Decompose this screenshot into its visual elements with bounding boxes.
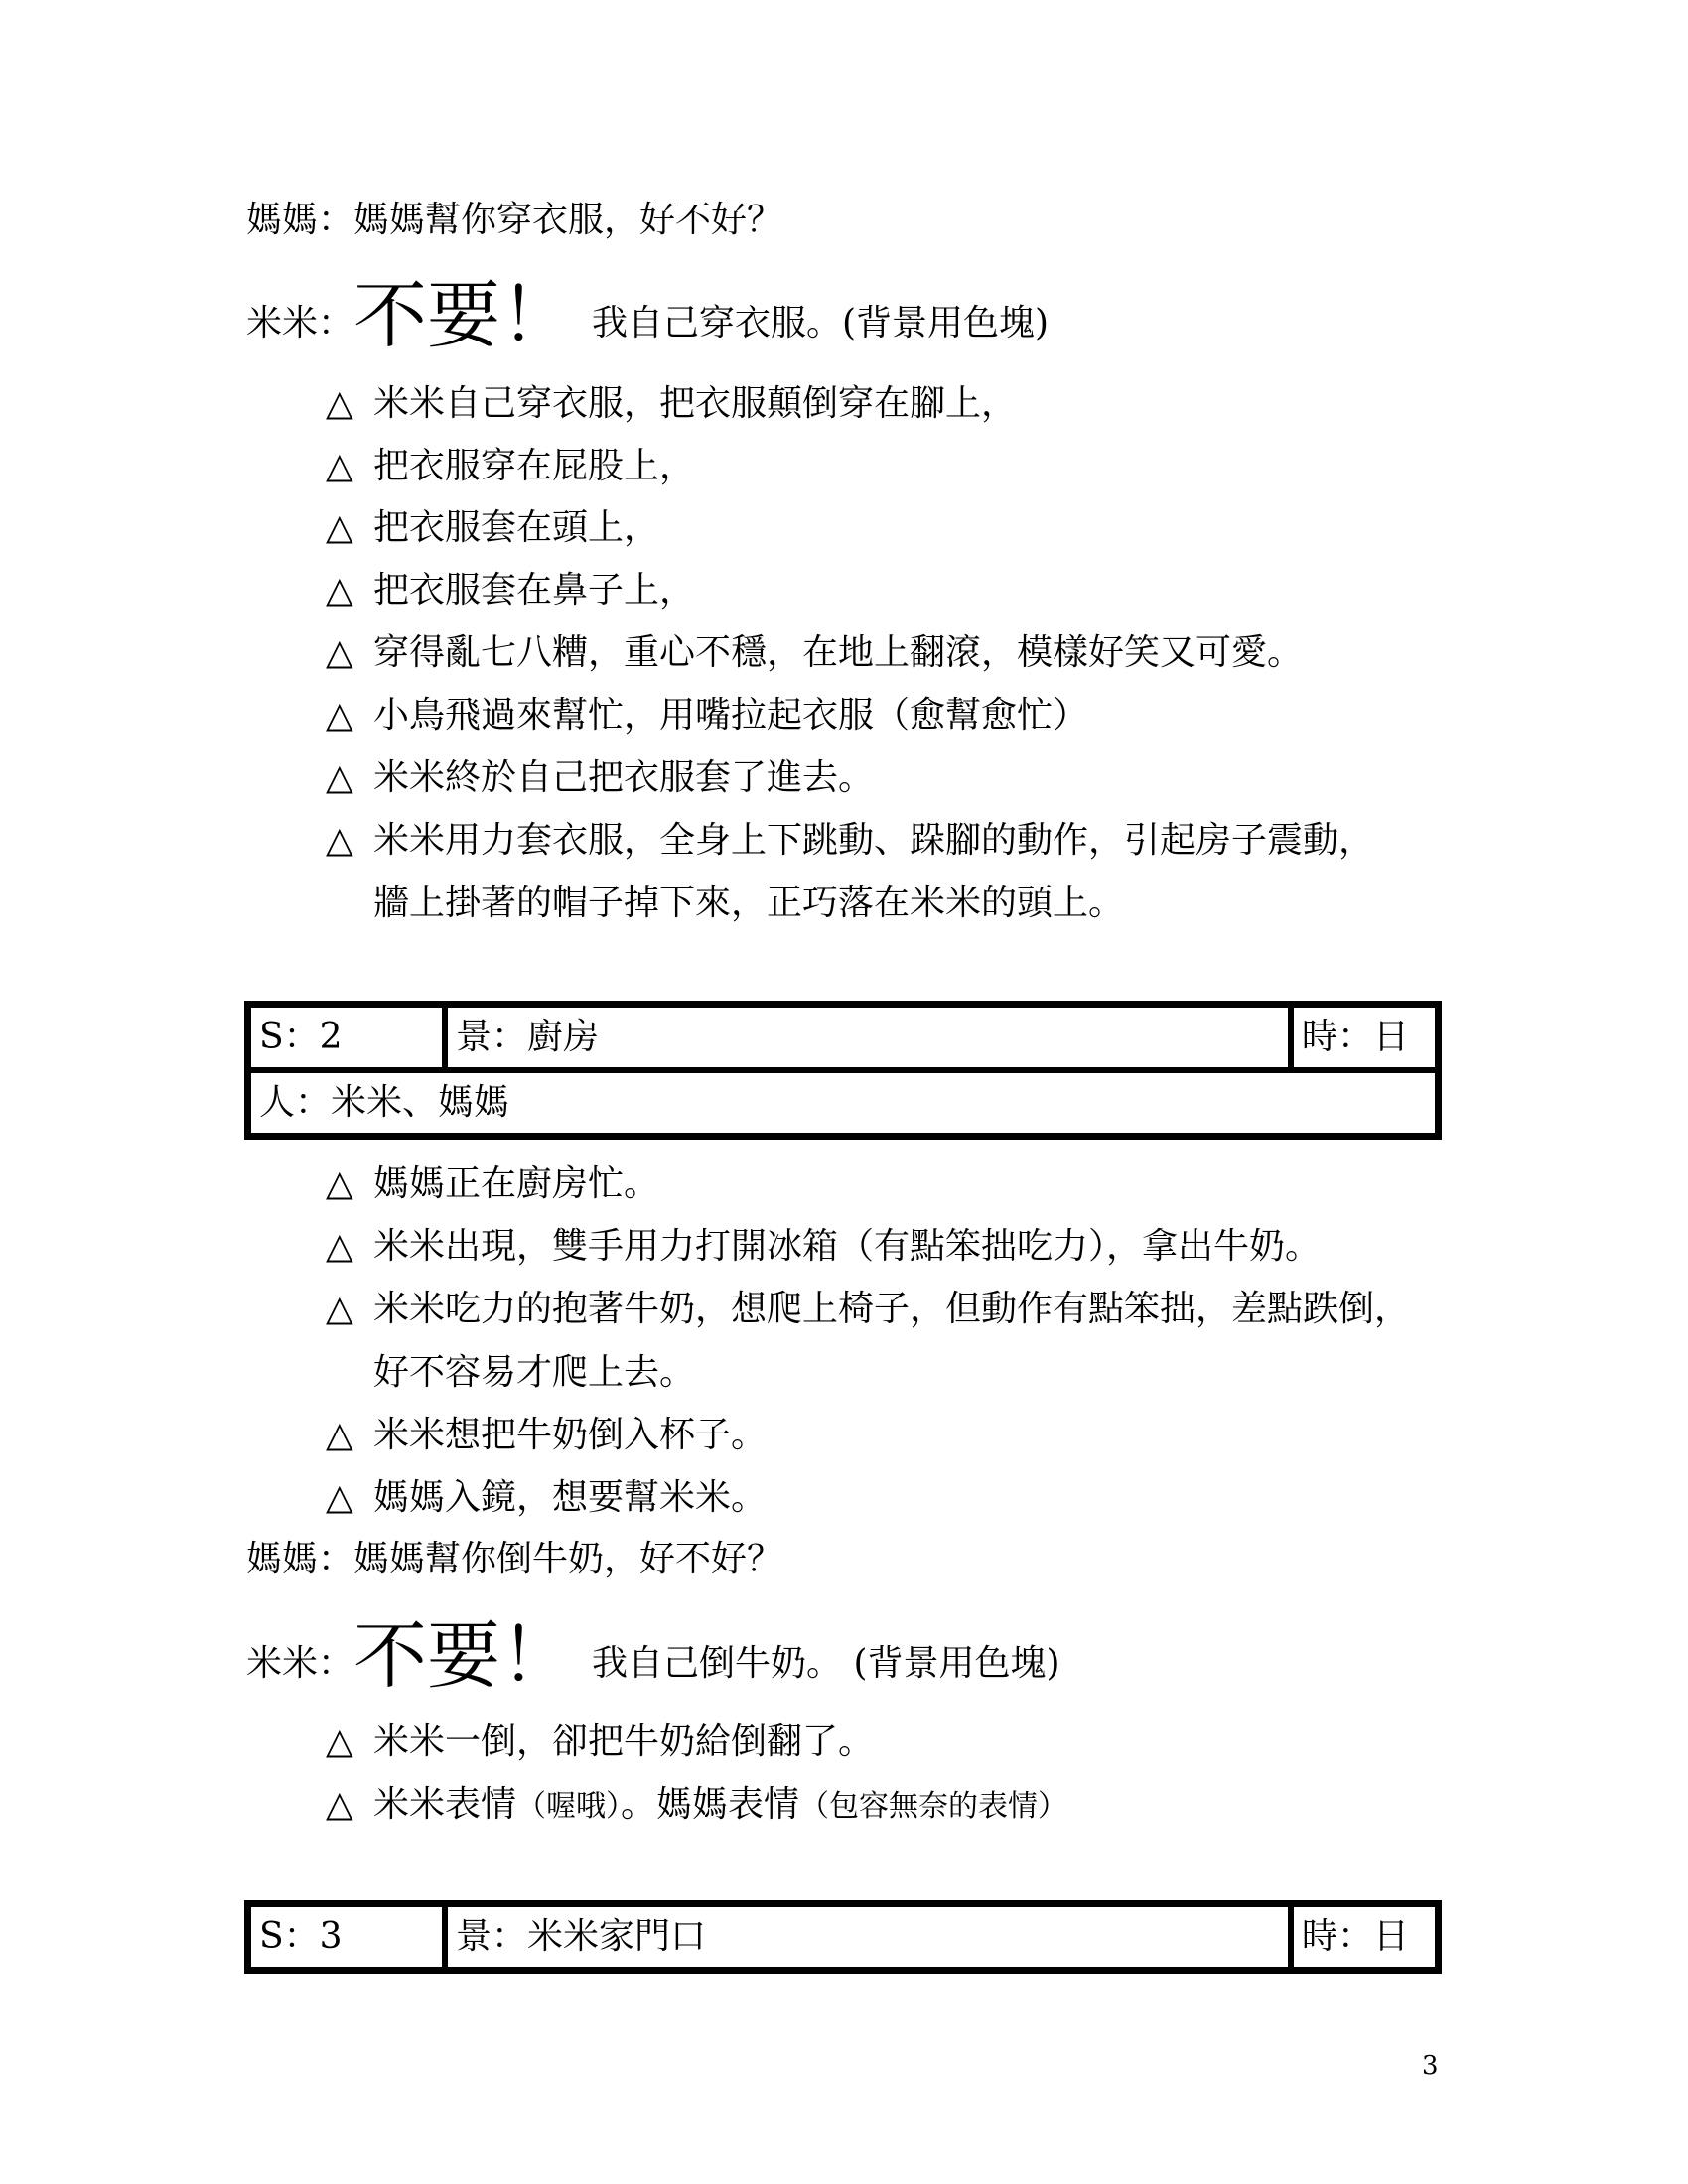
triangle-icon: △: [326, 1721, 353, 1762]
dialogue-line: [246, 273, 1050, 358]
expression-note: （喔哦）: [516, 1789, 622, 1824]
triangle-icon: △: [326, 1415, 353, 1455]
action-line: △ 小鳥飛過來幫忙，用嘴拉起衣服（愈幫愈忙）: [326, 692, 1088, 740]
dialogue-text: 我自己穿衣服。(背景用色塊): [592, 303, 1050, 343]
action-line: △ 把衣服套在鼻子上，: [326, 567, 695, 614]
action-line: △ 米米一倒，卻把牛奶給倒翻了。: [326, 1718, 874, 1766]
dialogue-text: 我自己倒牛奶。 (背景用色塊): [592, 1643, 1060, 1684]
action-line: △ 米米表情（喔哦）。媽媽表情（包容無奈的表情）: [326, 1781, 1067, 1831]
triangle-icon: △: [326, 1289, 353, 1329]
action-line: △ 米米出現，雙手用力打開冰箱（有點笨拙吃力），拿出牛奶。: [326, 1223, 1321, 1271]
action-line: △ 媽媽正在廚房忙。: [326, 1160, 659, 1208]
triangle-icon: △: [326, 820, 353, 861]
expression-note: （包容無奈的表情）: [799, 1789, 1068, 1824]
triangle-icon: △: [326, 695, 353, 736]
scene-header-table: [244, 1001, 1442, 1140]
page-number: 3: [1422, 2051, 1439, 2081]
action-line-continued: 牆上掛著的帽子掉下來，正巧落在米米的頭上。: [373, 883, 1125, 923]
action-line: △ 媽媽入鏡，想要幫米米。: [326, 1474, 767, 1522]
dialogue-line: [246, 1613, 1060, 1699]
scene-location: 景：米米家門口: [448, 1907, 1294, 1967]
action-line: △ 米米想把牛奶倒入杯子。: [326, 1412, 767, 1459]
speaker: 米米：: [246, 303, 354, 343]
action-line: △ 米米自己穿衣服，把衣服顛倒穿在腳上，: [326, 380, 1017, 428]
scene-time: 時：日: [1302, 1916, 1410, 1957]
scene-header-table: [244, 1900, 1442, 1974]
triangle-icon: △: [326, 1784, 353, 1825]
scene-characters: 人：米米、媽媽: [259, 1082, 510, 1123]
scene-time: 時：日: [1302, 1017, 1410, 1057]
emphasis-text: 不要！: [353, 273, 575, 358]
dialogue-line: 媽媽：媽媽幫你倒牛奶，好不好？: [246, 1539, 783, 1579]
triangle-icon: △: [326, 570, 353, 611]
speaker: 米米：: [246, 1643, 354, 1684]
triangle-icon: △: [326, 757, 353, 798]
action-line: △ 米米吃力的抱著牛奶，想爬上椅子，但動作有點笨拙，差點跌倒，: [326, 1286, 1410, 1333]
scene-number: S：3: [251, 1907, 448, 1967]
dialogue-line: 媽媽：媽媽幫你穿衣服，好不好？: [246, 200, 783, 240]
action-line: △ 穿得亂七八糟，重心不穩，在地上翻滾，模樣好笑又可愛。: [326, 629, 1303, 677]
triangle-icon: △: [326, 1226, 353, 1267]
triangle-icon: △: [326, 632, 353, 673]
action-line: △ 把衣服穿在屁股上，: [326, 443, 695, 490]
action-line-continued: 好不容易才爬上去。: [373, 1352, 696, 1393]
scene-number: S：2: [251, 1008, 448, 1067]
scene-row: [251, 1907, 1435, 1967]
scene-location: 景：廚房: [448, 1008, 1294, 1067]
action-line: △ 米米終於自己把衣服套了進去。: [326, 754, 874, 802]
triangle-icon: △: [326, 507, 353, 548]
scene-row: [251, 1067, 1435, 1133]
triangle-icon: △: [326, 1477, 353, 1518]
scene-row: [251, 1008, 1435, 1067]
triangle-icon: △: [326, 1163, 353, 1204]
action-line: △ 米米用力套衣服，全身上下跳動、跺腳的動作，引起房子震動，: [326, 817, 1374, 865]
triangle-icon: △: [326, 446, 353, 486]
triangle-icon: △: [326, 383, 353, 424]
emphasis-text: 不要！: [353, 1613, 575, 1699]
action-line: △ 把衣服套在頭上，: [326, 504, 659, 552]
